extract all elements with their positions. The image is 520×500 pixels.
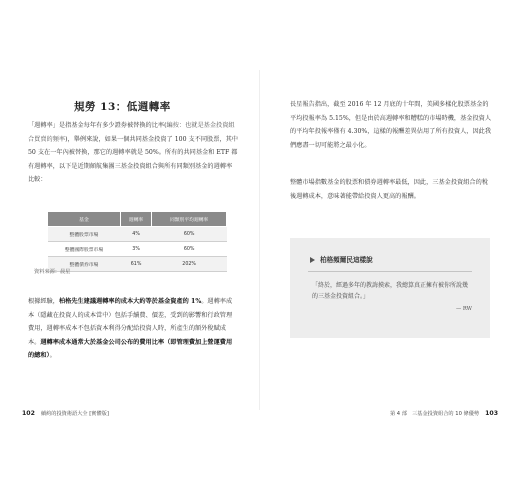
table-header-category-average: 同類別平均週轉率 [152, 212, 227, 227]
table-cell: 60% [152, 227, 227, 242]
left-page-footer [22, 410, 109, 417]
table-cell: 60% [152, 242, 227, 257]
cost-text-a: 根據經驗， [28, 298, 59, 305]
cost-text-bold-d: 週轉率成本通常大於基金公司公布的費用比率（即管理費加上營運費用的總和） [28, 338, 233, 360]
table-source: 資料來源：晨星 [34, 269, 71, 275]
page-number: 103 [485, 410, 498, 417]
table-header-turnover: 週轉率 [120, 212, 151, 227]
quote-box [290, 238, 490, 338]
quote-box-title: 柏格頻爾民這樣說 [320, 256, 373, 264]
morningstar-paragraph: 長星報告指出，截至 2016 年 12 月底的十年間，美國多樣化股票基金的平均投報率為 5.15%，但是由於高週轉率和糟糕的市場時機，基金投資人的平均年投報率僅有 4.30%，這樣的報酬差異佔用了所有投資人，因此我們應盡一切可能將之最小化。 [290, 101, 492, 149]
table-row [48, 257, 227, 272]
turnover-cost-paragraph [28, 295, 238, 363]
table-cell: 61% [120, 257, 151, 272]
quote-attribution: — RW [456, 306, 472, 312]
turnover-table [47, 211, 227, 272]
section-title: 規勞 13：低週轉率 [74, 101, 171, 113]
index-fund-paragraph: 整體市場指數基金的股票和債券週轉率最低，因此，三基金投資組合的稅後週轉成本，意味著能帶給投資人更高的報酬。 [290, 179, 488, 200]
running-head: 續約的投資術語大全 [實體版] [40, 411, 109, 417]
table-cell: 3% [120, 242, 151, 257]
table-cell: 4% [120, 227, 151, 242]
page-number: 102 [22, 410, 35, 417]
cost-text-bold-a: 柏格先生建議週轉率的成本大約等於基金資產的 1% [58, 298, 202, 305]
quote-box-divider [308, 271, 472, 272]
table-cell: 整體債券市場 [48, 257, 121, 272]
cost-text-e: 。 [49, 352, 56, 360]
quote-text: 「終於，經過多年的教誨摸索，我總算真正擁有被你所說幾的三基金投資組合。」 [312, 282, 469, 300]
editor-note: 編按：也就是基金投資組合買賣的頻率 [28, 122, 235, 143]
cost-text-c: 。週轉率成本（隱藏在投資人的成本當中）包括手續費、價差，受到的影響和行政管理費用，週轉率成本不包括資本利得分配給投資人時，所產生的額外稅賦成本。 [28, 298, 233, 346]
table-header-fund: 基金 [48, 212, 121, 227]
table-row [48, 242, 227, 257]
table-cell: 整體股票市場 [48, 227, 121, 242]
quote-box-heading [310, 254, 373, 264]
intro-text: 「週轉率」是指基金每年有多少證券被替換的比率( [28, 122, 167, 129]
running-head: 第 4 部 三基金投資組合的 10 條優勢 [389, 411, 480, 417]
intro-text-rest: )，舉例來說，如果一個共同基金投資了 100 支不同股票，其中 50 支在一年內被替換，那它的週轉率就是 50%。所有的共同基金和 ETF 都有週轉率，以下是近期頗航集團三基金投資組合與所有同類別基金的週轉率比較： [28, 135, 238, 184]
triangle-right-icon [310, 257, 315, 263]
table-header-row [48, 212, 227, 227]
right-page [260, 0, 520, 500]
right-page-footer [390, 410, 498, 417]
table-row [48, 227, 227, 242]
table-cell: 202% [152, 257, 227, 272]
turnover-intro-paragraph [28, 119, 238, 187]
table-cell: 整體國際股票市場 [48, 242, 121, 257]
